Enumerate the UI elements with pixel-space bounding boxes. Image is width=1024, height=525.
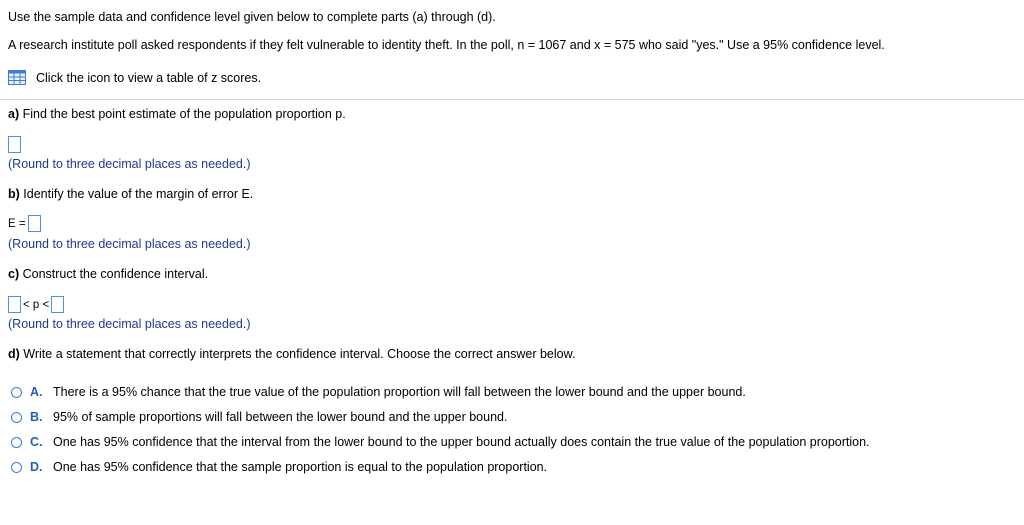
interval-middle-text: < p < bbox=[23, 298, 50, 311]
part-b-answer-row bbox=[8, 215, 41, 232]
part-c-question bbox=[8, 267, 208, 281]
z-table-link[interactable] bbox=[8, 70, 261, 85]
intro-text: Use the sample data and confidence level given below to complete parts (a) through (d). bbox=[8, 10, 496, 24]
point-estimate-input[interactable] bbox=[8, 136, 21, 153]
option-a[interactable] bbox=[11, 385, 746, 399]
option-c[interactable] bbox=[11, 435, 870, 449]
margin-of-error-input[interactable] bbox=[28, 215, 41, 232]
part-c-text: Construct the confidence interval. bbox=[22, 267, 209, 281]
margin-of-error-prefix: E = bbox=[8, 217, 26, 230]
table-icon[interactable] bbox=[8, 70, 26, 85]
option-text[interactable]: One has 95% confidence that the interval from the lower bound to the upper bound actually does contain the true value of the population proportion. bbox=[53, 435, 870, 449]
part-b-hint: (Round to three decimal places as needed.) bbox=[8, 237, 251, 251]
part-d-label: d) bbox=[8, 347, 20, 361]
radio-button[interactable] bbox=[11, 412, 22, 423]
option-letter: D. bbox=[30, 460, 43, 474]
part-a-answer-row bbox=[8, 136, 21, 153]
problem-statement: A research institute poll asked respondents if they felt vulnerable to identity theft. In the poll, n = 1067 and x = 575 who said "yes." Use a 95% confidence level. bbox=[8, 38, 885, 52]
divider bbox=[0, 99, 1024, 100]
option-letter: C. bbox=[30, 435, 43, 449]
part-a-text: Find the best point estimate of the population proportion p. bbox=[22, 107, 346, 121]
part-c-answer-row bbox=[8, 296, 64, 313]
part-b-question bbox=[8, 187, 253, 201]
option-letter: A. bbox=[30, 385, 43, 399]
radio-button[interactable] bbox=[11, 462, 22, 473]
part-c-hint: (Round to three decimal places as needed.) bbox=[8, 317, 251, 331]
part-a-label: a) bbox=[8, 107, 20, 121]
part-b-label: b) bbox=[8, 187, 20, 201]
part-d-question bbox=[8, 347, 575, 361]
radio-button[interactable] bbox=[11, 437, 22, 448]
radio-button[interactable] bbox=[11, 387, 22, 398]
part-d-text: Write a statement that correctly interprets the confidence interval. Choose the correct answer below. bbox=[23, 347, 576, 361]
part-c-label: c) bbox=[8, 267, 20, 281]
part-b-text: Identify the value of the margin of error E. bbox=[23, 187, 254, 201]
lower-bound-input[interactable] bbox=[8, 296, 21, 313]
option-text[interactable]: There is a 95% chance that the true value of the population proportion will fall between the lower bound and the upper bound. bbox=[53, 385, 746, 399]
option-letter: B. bbox=[30, 410, 43, 424]
part-a-question bbox=[8, 107, 346, 121]
option-text[interactable]: One has 95% confidence that the sample proportion is equal to the population proportion. bbox=[53, 460, 548, 474]
option-text[interactable]: 95% of sample proportions will fall between the lower bound and the upper bound. bbox=[53, 410, 508, 424]
option-b[interactable] bbox=[11, 410, 507, 424]
option-d[interactable] bbox=[11, 460, 547, 474]
upper-bound-input[interactable] bbox=[51, 296, 64, 313]
z-table-link-text[interactable]: Click the icon to view a table of z scores. bbox=[36, 70, 262, 85]
part-a-hint: (Round to three decimal places as needed.) bbox=[8, 157, 251, 171]
